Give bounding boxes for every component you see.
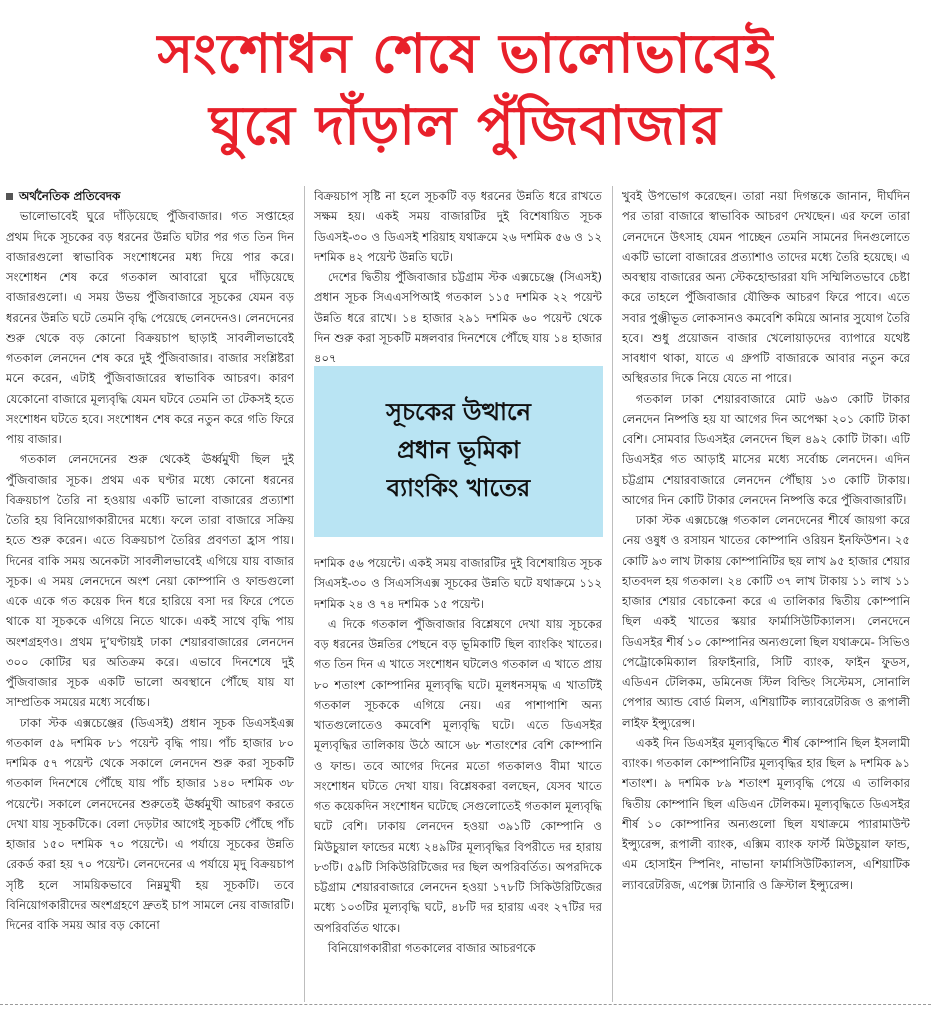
article-column-2-bottom [314, 553, 602, 1004]
bottom-border [0, 1004, 931, 1005]
article-paragraph: একই দিন ডিএসইর মূল্যবৃদ্ধিতে শীর্ষ কোম্পানি ছিল ইসলামী ব্যাংক। গতকাল কোম্পানিটির মূল্যবৃদ্ধির হার ছিল ৯ দশমিক ৯১ শতাংশ। ৯ দশমিক ৮৯ শতাংশ মূল্যবৃদ্ধি পেয়ে এ তালিকার দ্বিতীয় কোম্পানি ছিল এডিএন টেলিকম। মূল্যবৃদ্ধিতে ডিএসইর শীর্ষ ১০ কোম্পানির অন্যগুলো ছিল যথাক্রমে প্যারামাউন্ট ইন্স্যুরেন্স, রূপালী ব্যাংক, এক্সিম ব্যাংক ফার্স্ট মিউচুয়াল ফান্ড, এম হোসাইন স্পিনিং, নাভানা ফার্মাসিউটিক্যালস, এশিয়াটিক ল্যাবরেটরিজ, এপেক্স ট্যানারি ও ক্রিস্টাল ইন্স্যুরেন্স। [622, 735, 910, 892]
article-paragraph: গতকাল ঢাকা শেয়ারবাজারে মোট ৬৯৩ কোটি টাকার লেনদেন নিষ্পত্তি হয় যা আগের দিন অপেক্ষা ২০১ কোটি টাকা বেশি। সোমবার ডিএসইর লেনদেন ছিল ৪৯২ কোটি টাকা। এটি ডিএসইর গত আড়াই মাসের মধ্যে সর্বোচ্চ লেনদেন। এদিন চট্টগ্রাম শেয়ারবাজারে লেনদেন পৌঁছায় ১৩ কোটি টাকায়। আগের দিন কোটি টাকার লেনদেন নিষ্পত্তি করে পুঁজিবাজারটি। [622, 391, 910, 507]
article-paragraph: খুবই উপভোগ করেছেন। তারা নয়া দিগন্তকে জানান, দীর্ঘদিন পর তারা বাজারে স্বাভাবিক আচরণ দেখছেন। এর ফলে তারা লেনদেনে উৎসাহ যেমন পাচ্ছেন তেমনি সামনের দিনগুলোতে একটি ভালো বাজারের প্রত্যাশাও তাদের মধ্যে তৈরি হয়েছে। এ অবস্থায় বাজারের অন্য স্টেকহোল্ডাররা যদি সম্মিলিতভাবে চেষ্টা করে তাহলে পুঁজিবাজার যৌক্তিক আচরণ ফিরে পাবে। এতে সবার পুঞ্জীভূত লোকসানও কমবেশি কমিয়ে আনার সুযোগ তৈরি হবে। শুধু প্রয়োজন বাজার খেলোয়াড়দের ব্যাপারে যথেষ্ট সাবধাণ থাকা, যাতে এ গ্রুপটি বাজারকে আবার নতুন করে অস্থিরতার দিকে নিয়ে যেতে না পারে। [622, 189, 910, 386]
article-column-3 [622, 186, 910, 1004]
article-paragraph: বিক্রয়চাপ সৃষ্টি না হলে সূচকটি বড় ধরনের উন্নতি ধরে রাখতে সক্ষম হয়। একই সময় বাজারটির দুই বিশেষায়িত সূচক ডিএসই-৩০ ও ডিএসই শরিয়াহ যথাক্রমে ২৬ দশমিক ৫৬ ও ১২ দশমিক ৪২ পয়েন্ট উন্নতি ঘটে। [314, 189, 602, 264]
column-divider [612, 186, 613, 1002]
article-column-1 [6, 186, 294, 1004]
pull-quote-box [314, 366, 603, 534]
headline-line-2: ঘুরে দাঁড়াল পুঁজিবাজার [209, 94, 722, 157]
article-paragraph: এ দিকে গতকাল পুঁজিবাজার বিশ্লেষণে দেখা যায় সূচকের বড় ধরনের উন্নতির পেছনে বড় ভূমিকাটি ছিল ব্যাংকিং খাতের। গত তিন দিন এ খাতে সংশোধন ঘটলেও গতকাল এ খাতে প্রায় ৮০ শতাংশ কোম্পানির মূল্যবৃদ্ধি ঘটে। মূলধনসমৃদ্ধ এ খাতটিই গতকাল সূচককে এগিয়ে নেয়। এর পাশাপাশি অন্য খাতগুলোতেও কমবেশি মূল্যবৃদ্ধি ঘটে। এতে ডিএসইর মূল্যবৃদ্ধির তালিকায় উঠে আসে ৬৮ শতাংশের বেশি কোম্পানি ও ফান্ড। তবে আগের দিনের মতো গতকালও বীমা খাতে সংশোধন ঘটতে দেখা যায়। বিশ্লেষকরা বলছেন, যেসব খাতে গত কয়েকদিন সংশোধন ঘটেছে সেগুলোতেই গতকাল মূল্যবৃদ্ধি ঘটে বেশি। ঢাকায় লেনদেন হওয়া ৩৯১টি কোম্পানি ও মিউচুয়াল ফান্ডের মধ্যে ২৪৯টির মূল্যবৃদ্ধির বিপরীতে দর হারায় ৮৩টি। ৫৯টি সিকিউরিটিজের দর ছিল অপরিবর্তিত। অপরদিকে চট্টগ্রাম শেয়ারবাজারে লেনদেন হওয়া ১৭৮টি সিকিউরিটিজের মধ্যে ১০৩টির মূল্যবৃদ্ধি ঘটে, ৪৮টি দর হারায় এবং ২৭টির দর অপরিবর্তিত থাকে। [314, 616, 602, 935]
article-paragraph: ভালোভাবেই ঘুরে দাঁড়িয়েছে পুঁজিবাজার। গত সপ্তাহের প্রথম দিকে সূচকের বড় ধরনের উন্নতি ঘটার পর গত তিন দিন বাজারগুলো স্বাভাবিক সংশোধনের মধ্য দিয়ে পার করে। সংশোধন শেষ করে গতকাল আবারো ঘুরে দাঁড়িয়েছে বাজারগুলো। এ সময় উভয় পুঁজিবাজারে সূচকের যেমন বড় ধরনের উন্নতি ঘটে তেমনি বৃদ্ধি পেয়েছে লেনদেনও। লেনদেনের শুরু থেকে বড় কোনো বিক্রয়চাপ ছাড়াই সাবলীলভাবেই গতকাল লেনদেন শেষ করে দুই পুঁজিবাজার। বাজার সংশ্লিষ্টরা মনে করেন, এটাই পুঁজিবাজারের স্বাভাবিক আচরণ। কারণ যেকোনো বাজারে মূল্যবৃদ্ধি যেমন ঘটবে তেমনি তা টেকসই হতে সংশোধন ঘটতে হবে। সংশোধন শেষ করে নতুন করে গতি ফিরে পায় বাজার। [6, 209, 294, 446]
article-paragraph: দশমিক ৫৬ পয়েন্টে। একই সময় বাজারটির দুই বিশেষায়িত সূচক সিএসই-৩০ ও সিএসসিএক্স সূচকের উন্নতি ঘটে যথাক্রমে ১১২ দশমিক ২৪ ও ৭৪ দশমিক ১৫ পয়েন্ট। [314, 556, 602, 611]
article-paragraph: ঢাকা স্টক এক্সচেঞ্জের (ডিএসই) প্রধান সূচক ডিএসইএক্স গতকাল ৫৯ দশমিক ৮১ পয়েন্ট বৃদ্ধি পায়। পাঁচ হাজার ৮০ দশমিক ৫৭ পয়েন্ট থেকে সকালে লেনদেন শুরু করা সূচকটি গতকাল দিনশেষে পৌঁছে যায় পাঁচ হাজার ১৪০ দশমিক ৩৮ পয়েন্টে। সকালে লেনদেনের শুরুতেই ঊর্ধ্বমুখী আচরণ করতে দেখা যায় সূচকটিকে। বেলা দেড়টার আগেই সূচকটি পৌঁছে পাঁচ হাজার ১৫০ দশমিক ৭০ পয়েন্টে। এ পর্যায়ে সূচকের উন্নতি রেকর্ড করা হয় ৭০ পয়েন্ট। লেনদেনের এ পর্যায়ে মৃদু বিক্রয়চাপ সৃষ্টি হলে সাময়িকভাবে নিম্নমুখী হয় সূচকটি। তবে বিনিয়োগকারীদের অংশগ্রহণে দ্রুতই চাপ সামলে নেয় বাজারটি। দিনের বাকি সময় আর বড় কোনো [6, 715, 294, 932]
article-paragraph: বিনিয়োগকারীরা গতকালের বাজার আচরণকে [327, 940, 536, 955]
pull-quote-underline [314, 534, 603, 537]
headline-line-1: সংশোধন শেষে ভালোভাবেই [157, 22, 774, 85]
column-divider [304, 186, 305, 1002]
headline [0, 0, 931, 180]
pull-quote-line-2: প্রধান ভূমিকা [397, 436, 520, 464]
article-paragraph: গতকাল লেনদেনের শুরু থেকেই ঊর্ধ্বমুখী ছিল দুই পুঁজিবাজার সূচক। প্রথম এক ঘণ্টার মধ্যে কোনো ধরনের বিক্রয়চাপ তৈরি না হওয়ায় একটি ভালো বাজারের প্রত্যাশা তৈরি হয় বিনিয়োগকারীদের মধ্যে। ফলে তারা বাজারে সক্রিয় হতে শুরু করেন। এতে বিক্রয়চাপ তৈরির প্রবণতা হ্রাস পায়। দিনের বাকি সময় অনেকটা সাবলীলভাবেই এগিয়ে যায় বাজার সূচক। এ সময় লেনদেনে অংশ নেয়া কোম্পানি ও ফান্ডগুলো একে একে গত কয়েক দিন ধরে হারিয়ে বসা দর ফিরে পেতে থাকে যা সূচককে এগিয়ে নিতে থাকে। একই সাথে বৃদ্ধি পায় অংশগ্রহণও। প্রথম দু’ঘণ্টায়ই ঢাকা শেয়ারবাজারের লেনদেন ৩০০ কোটির ঘর অতিক্রম করে। এভাবে দিনশেষে দুই পুঁজিবাজার সূচক একটি ভালো অবস্থানে পৌঁছে যায় যা সাম্প্রতিক সময়ের মধ্যে সর্বোচ্চ। [6, 452, 294, 710]
pull-quote-line-3: ব্যাংকিং খাতের [386, 474, 531, 502]
article-column-2-top [314, 186, 602, 366]
bullet-square-icon [6, 193, 13, 200]
article-paragraph: দেশের দ্বিতীয় পুঁজিবাজার চট্টগ্রাম স্টক এক্সচেঞ্জে (সিএসই) প্রধান সূচক সিএএসপিআই গতকাল ১১৫ দশমিক ২২ পয়েন্ট উন্নতি ধরে রাখে। ১৪ হাজার ২৯১ দশমিক ৬০ পয়েন্ট থেকে দিন শুরু করা সূচকটি মঙ্গলবার দিনশেষে পৌঁছে যায় ১৪ হাজার ৪০৭ [314, 270, 602, 365]
byline [6, 186, 294, 206]
byline-text: অর্থনৈতিক প্রতিবেদক [19, 189, 121, 203]
pull-quote-line-1: সূচকের উত্থানে [386, 398, 531, 426]
article-paragraph: ঢাকা স্টক এক্সচেঞ্জে গতকাল লেনদেনের শীর্ষে জায়গা করে নেয় ওষুধ ও রসায়ন খাতের কোম্পানি ওরিয়ন ইনফিউশন। ২৫ কোটি ৯৩ লাখ টাকায় কোম্পানিটির ছয় লাখ ৯৫ হাজার শেয়ার হাতবদল হয় গতকাল। ২৪ কোটি ৩৭ লাখ টাকায় ১১ লাখ ১১ হাজার শেয়ার বেচাকেনা করে এ তালিকার দ্বিতীয় কোম্পানি ছিল একই খাতের স্কয়ার ফার্মাসিউটিক্যালস। লেনদেনে ডিএসইর শীর্ষ ১০ কোম্পানির অন্যগুলো ছিল যথাক্রমে- সিভিও পেট্রোকেমিক্যাল রিফাইনারি, সিটি ব্যাংক, ফাইন ফুডস, এডিএন টেলিকম, ডমিনেজ স্টিল বিল্ডিং সিস্টেমস, সোনালি পেপার অ্যান্ড বোর্ড মিলস, এশিয়াটিক ল্যাবরেটরিজ ও রূপালী লাইফ ইন্স্যুরেন্স। [622, 513, 910, 730]
